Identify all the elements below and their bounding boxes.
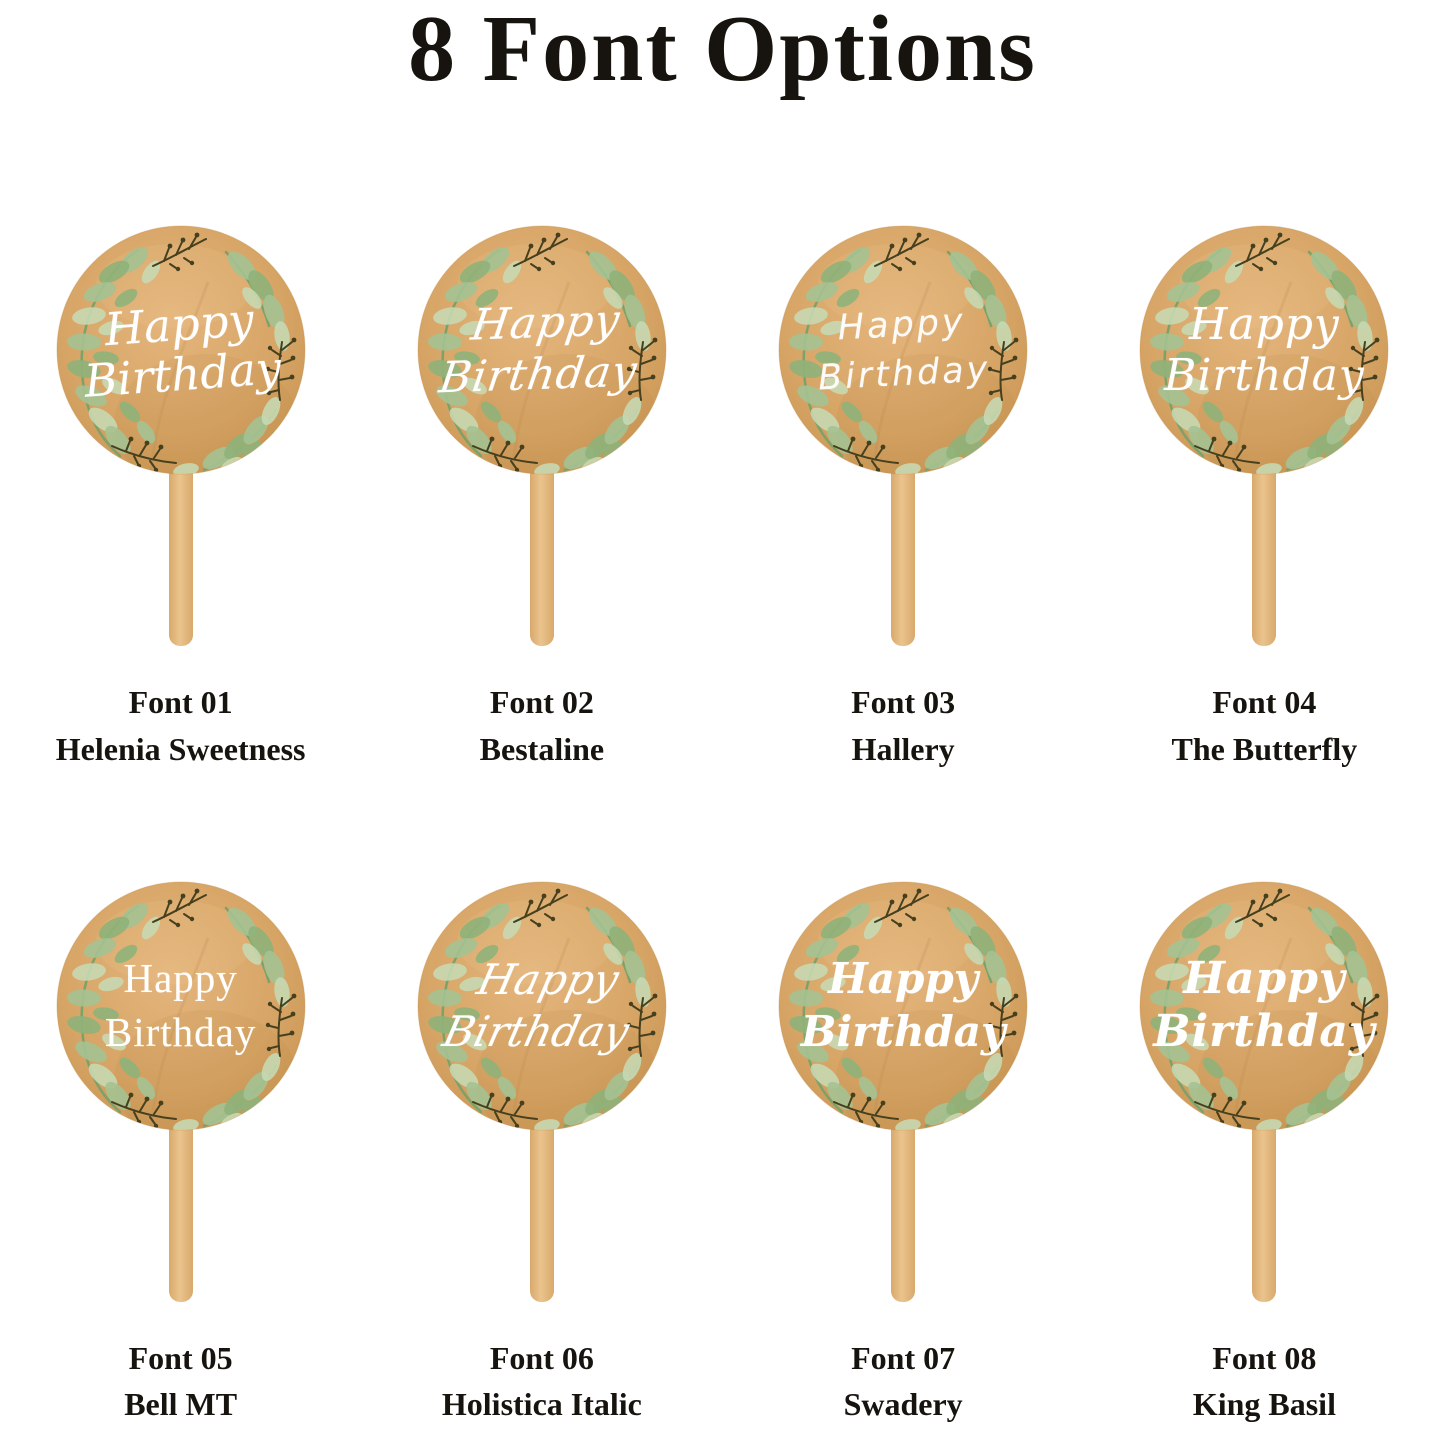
- wood-topper-icon: [1140, 882, 1388, 1302]
- wood-topper-icon: [418, 226, 666, 646]
- topper-text-line2: Birthday: [438, 1006, 634, 1056]
- font-number-label: Font 04: [1212, 684, 1317, 720]
- font-name-label: Helenia Sweetness: [55, 730, 306, 767]
- topper-graphic: [417, 224, 667, 654]
- topper-card: [1094, 224, 1434, 768]
- topper-card: [11, 224, 351, 768]
- topper-graphic: [417, 880, 667, 1310]
- topper-text-line1: Happy: [1188, 298, 1340, 350]
- topper-card: [733, 880, 1073, 1424]
- topper-text-line1: Happy: [123, 955, 238, 1002]
- topper-text-line2: Birthday: [436, 346, 641, 404]
- topper-text-line1: Happy: [828, 954, 979, 1004]
- font-name-label: Swadery: [843, 1386, 963, 1423]
- topper-text-line2: Birthday: [800, 1006, 1006, 1056]
- font-number-label: Font 01: [128, 684, 233, 720]
- cake-topper-image: [56, 224, 306, 654]
- font-number-label: Font 02: [489, 684, 594, 720]
- cake-topper-image: [417, 880, 667, 1310]
- font-name-label: Bell MT: [124, 1386, 238, 1423]
- wood-topper-icon: [57, 226, 305, 646]
- page-title: 8 Font Options: [408, 0, 1037, 101]
- wood-topper-icon: [779, 226, 1027, 646]
- topper-card: [733, 224, 1073, 768]
- cake-topper-image: [778, 880, 1028, 1310]
- wood-topper-icon: [57, 882, 305, 1302]
- wood-topper-icon: [779, 882, 1027, 1302]
- cake-topper-image: [778, 224, 1028, 654]
- topper-text-line1: Happy: [467, 295, 624, 351]
- font-number-label: Font 05: [128, 1339, 233, 1376]
- topper-text-line2: Birthday: [82, 341, 283, 408]
- topper-graphic: [56, 224, 306, 654]
- cake-topper-image: [56, 880, 306, 1310]
- topper-label: [480, 684, 604, 768]
- topper-graphic: [778, 224, 1028, 654]
- wood-topper-icon: [418, 882, 666, 1302]
- topper-card: [372, 224, 712, 768]
- topper-label: [844, 1340, 963, 1424]
- cake-topper-image: [1139, 880, 1389, 1310]
- font-number-label: Font 03: [851, 684, 956, 720]
- font-name-label: The Butterfly: [1171, 730, 1358, 767]
- topper-text-line2: Birthday: [104, 1008, 257, 1055]
- topper-text-line2: Birthday: [1153, 1005, 1376, 1057]
- topper-text-line2: Birthday: [817, 349, 992, 399]
- topper-label: [1193, 1340, 1336, 1424]
- topper-grid: [0, 224, 1445, 1423]
- topper-graphic: [56, 880, 306, 1310]
- cake-topper-image: [1139, 224, 1389, 654]
- topper-label: [56, 684, 306, 768]
- topper-card: [1094, 880, 1434, 1424]
- topper-text-line2: Birthday: [1164, 350, 1365, 401]
- topper-text-line1: Happy: [1183, 952, 1346, 1004]
- font-number-label: Font 06: [489, 1339, 594, 1376]
- font-name-label: Bestaline: [479, 730, 605, 767]
- topper-card: [372, 880, 712, 1424]
- topper-card: [11, 880, 351, 1424]
- topper-label: [442, 1340, 642, 1424]
- topper-label: [124, 1340, 237, 1424]
- font-number-label: Font 08: [1212, 1339, 1317, 1376]
- topper-text-line1: Happy: [836, 301, 967, 349]
- topper-text-line1: Happy: [472, 954, 624, 1004]
- topper-label: [851, 684, 955, 768]
- font-name-label: King Basil: [1192, 1386, 1336, 1423]
- topper-graphic: [1139, 880, 1389, 1310]
- font-name-label: Holistica Italic: [441, 1386, 642, 1423]
- topper-text-line1: Happy: [102, 292, 256, 356]
- cake-topper-image: [417, 224, 667, 654]
- font-number-label: Font 07: [851, 1339, 956, 1376]
- font-name-label: Hallery: [851, 730, 955, 767]
- topper-graphic: [1139, 224, 1389, 654]
- topper-label: [1172, 684, 1358, 768]
- topper-graphic: [778, 880, 1028, 1310]
- wood-topper-icon: [1140, 226, 1388, 646]
